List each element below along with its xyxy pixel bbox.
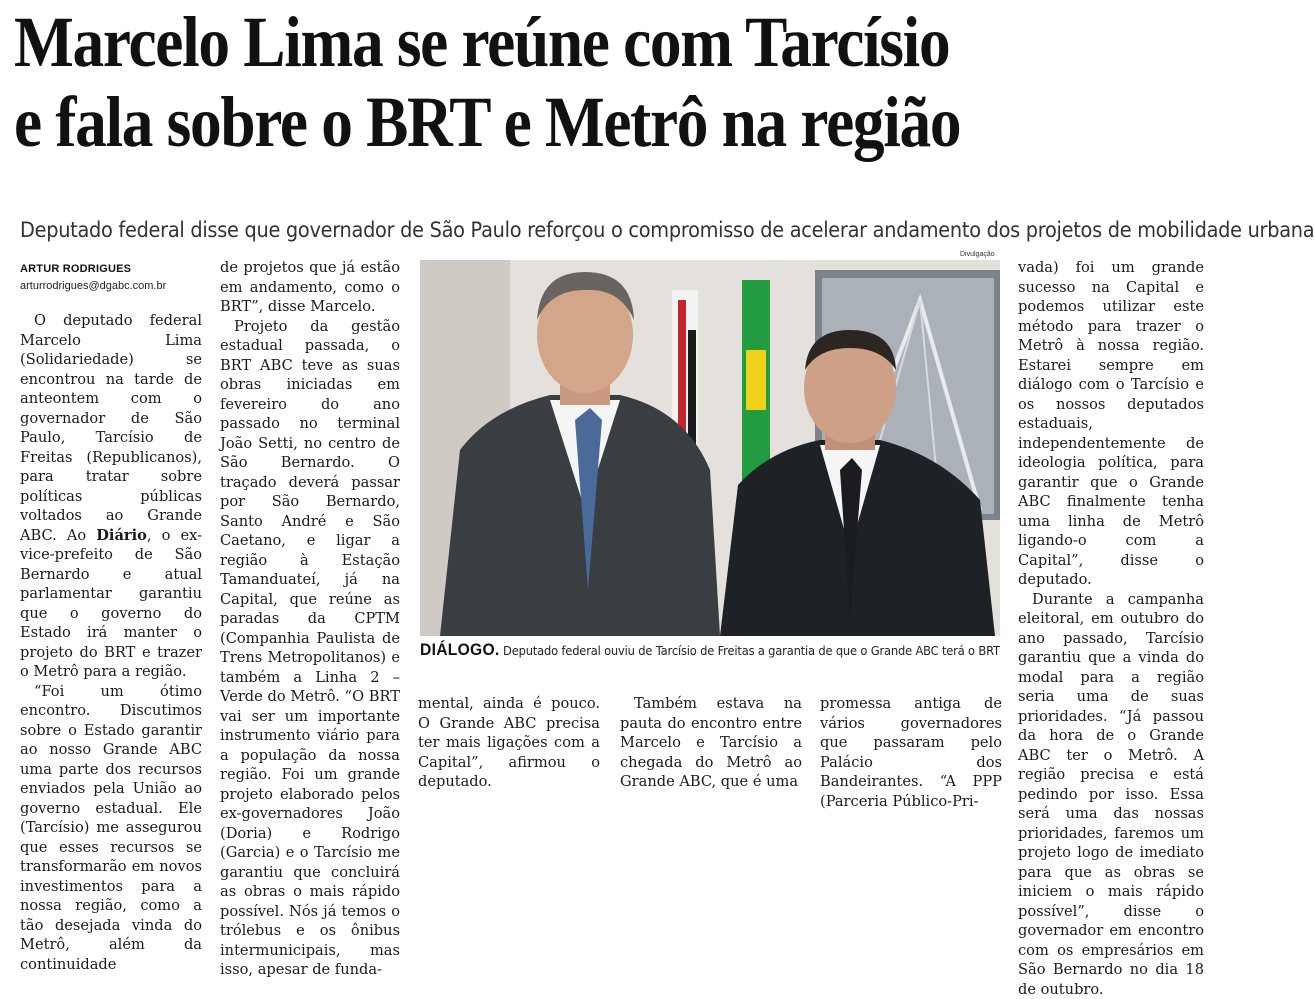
text-column-3 xyxy=(418,694,600,774)
text-column-1 xyxy=(20,311,202,773)
paragraph: “Foi um ótimo encontro. Discutimos sobre o Estado garantir ao nosso Grande ABC uma parte dos recursos enviados pela União ao governo estadual. Ele (Tarcísio) me assegurou que esses recursos se transformarão em novos investimentos para a nossa região, como a tão desejada vinda do Metrô, além da continuidade xyxy=(20,682,202,975)
paragraph: Projeto da gestão estadual passada, o BRT ABC teve as suas obras iniciadas em fevereiro do ano passado no terminal João Setti, no centro de São Bernardo. O traçado deverá passar por São Bernardo, Santo André e São Caetano, e ligar a região à Estação Tamanduateí, já na Capital, que reúne as paradas da CPTM (Companhia Paulista de Trens Metropolitanos) e também a Linha 2 – Verde do Metrô. “O BRT vai ser um importante instrumento viário para a população da nossa região. Foi um grande projeto elaborado pelos ex-governadores João (Doria) e Rodrigo (Garcia) e o Tarcísio me garantiu que concluirá as obras o mais rápido possível. Nós já temos o trólebus e os ônibus intermunicipais, mas isso, apesar de funda- xyxy=(220,317,400,980)
paragraph: mental, ainda é pouco. O Grande ABC precisa ter mais ligações com a Capital”, afirmou o deputado. xyxy=(418,694,600,792)
paragraph: promessa antiga de vários governadores que passaram pelo Palácio dos Bandeirantes. “A PPP (Parceria Público-Pri- xyxy=(820,694,1002,811)
paragraph: vada) foi um grande sucesso na Capital e podemos utilizar este método para trazer o Metrô à nossa região. Estarei sempre em diálogo com o Tarcísio e os nossos deputados estaduais, independentemente de ideologia política, para garantir que o Grande ABC finalmente tenha uma linha de Metrô ligando-o com a Capital”, disse o deputado. xyxy=(1018,258,1204,590)
byline xyxy=(20,262,220,294)
text-run: , o ex-vice-prefeito de São Bernardo e atual parlamentar garantiu que o governo do Estado irá manter o projeto do BRT e trazer o Metrô para a região. xyxy=(20,527,202,681)
photo-illustration xyxy=(420,260,1000,636)
headline-line-1: Marcelo Lima se reúne com Tarcísio xyxy=(14,2,1061,82)
photo-credit: Divulgação xyxy=(960,251,995,258)
text-column-5 xyxy=(820,694,1002,774)
paragraph: de projetos que já estão em andamento, como o BRT”, disse Marcelo. xyxy=(220,258,400,317)
headline xyxy=(14,2,1061,162)
text-column-4 xyxy=(620,694,802,774)
text-column-6 xyxy=(1018,258,1204,773)
text-column-2 xyxy=(220,258,400,773)
text-run: O deputado federal Marcelo Lima (Solidariedade) se encontrou na tarde de anteontem com o governador de São Paulo, Tarcísio de Freitas (Republicanos), para tratar sobre políticas públicas voltados ao Grande ABC. Ao xyxy=(20,312,202,544)
author-name: ARTUR RODRIGUES xyxy=(20,262,220,276)
subheadline: Deputado federal disse que governador de São Paulo reforçou o compromisso de acelerar andamento dos projetos de mobilidade urbana xyxy=(20,217,1110,243)
author-email: arturrodrigues@dgabc.com.br xyxy=(20,278,220,294)
caption-text: Deputado federal ouviu de Tarcísio de Freitas a garantia de que o Grande ABC terá o BRT xyxy=(500,643,1000,658)
newspaper-name: Diário xyxy=(96,527,147,544)
article-photo xyxy=(420,260,1000,636)
headline-line-2: e fala sobre o BRT e Metrô na região xyxy=(14,82,1061,162)
paragraph: Durante a campanha eleitoral, em outubro do ano passado, Tarcísio garantiu que a vinda do modal para a região seria uma de suas prioridades. “Já passou da hora de o Grande ABC ter o Metrô. A região precisa e está pedindo por isso. Essa será uma das nossas prioridades, faremos um projeto logo de imediato para que as obras se iniciem o mais rápido possível”, disse o governador em encontro com os empresários em São Bernardo no dia 18 de outubro. xyxy=(1018,590,1204,999)
paragraph: Também estava na pauta do encontro entre Marcelo e Tarcísio a chegada do Metrô ao Grande ABC, que é uma xyxy=(620,694,802,792)
caption-label: DIÁLOGO. xyxy=(420,640,500,659)
photo-caption xyxy=(420,640,972,660)
paragraph xyxy=(20,311,202,682)
